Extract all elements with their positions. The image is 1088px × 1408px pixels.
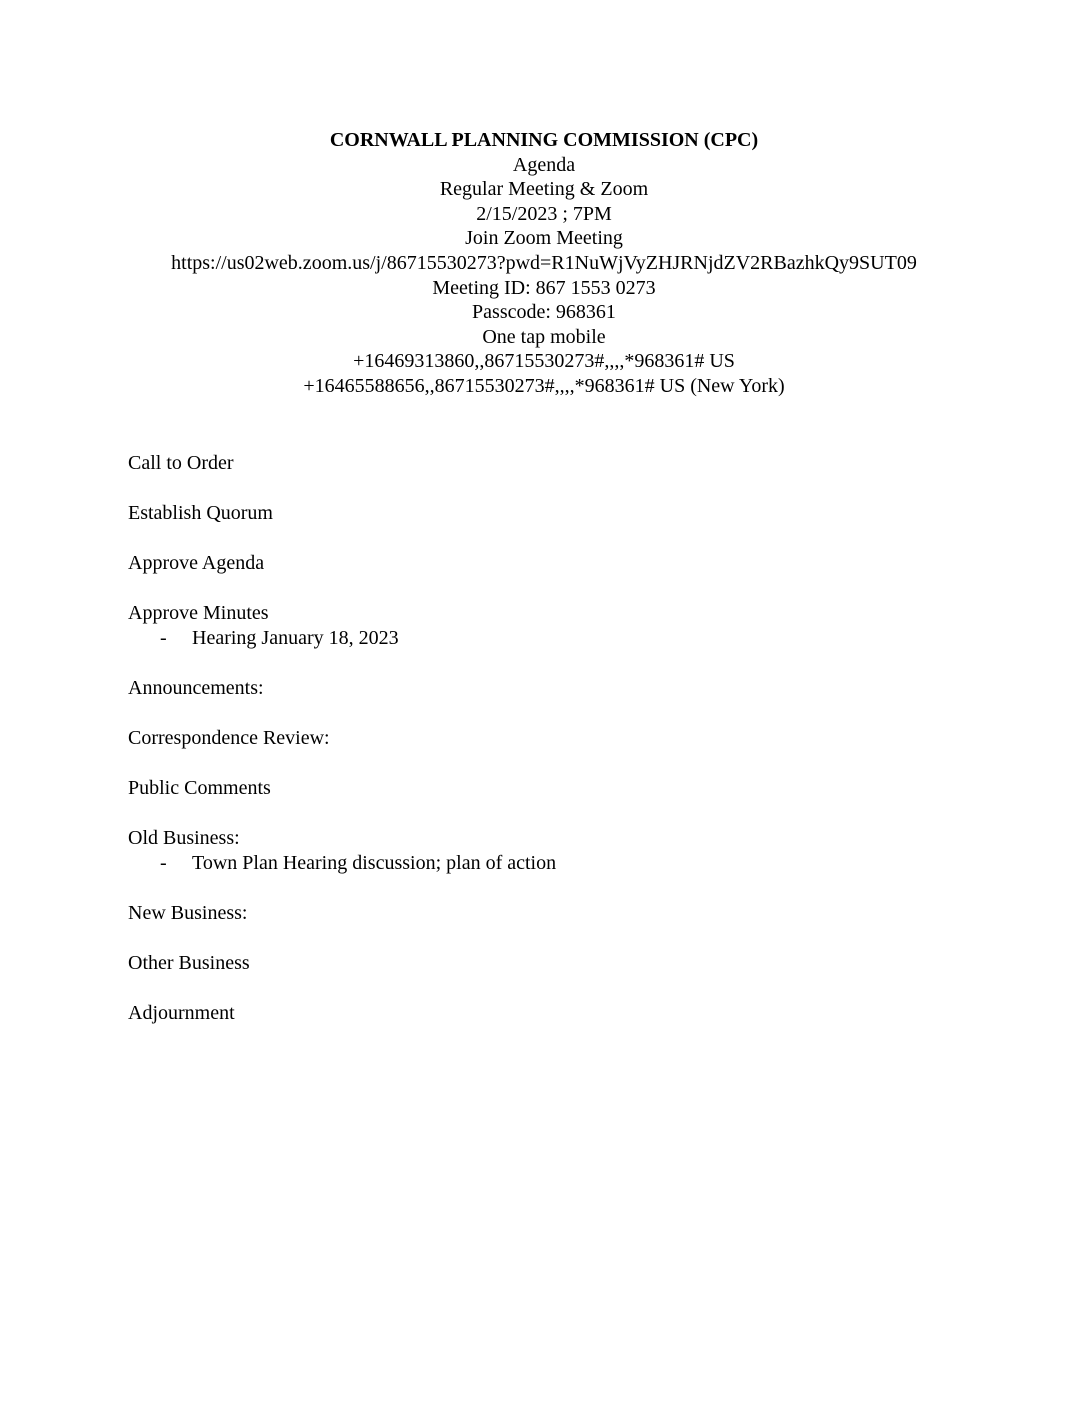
agenda-subitem	[128, 851, 988, 876]
dash-bullet: -	[160, 627, 167, 649]
agenda-item-label: Old Business:	[128, 827, 240, 849]
phone-number-1: +16469313860,,86715530273#,,,,*968361# US	[353, 350, 735, 373]
agenda-item	[128, 1001, 988, 1026]
zoom-link[interactable]: https://us02web.zoom.us/j/86715530273?pwd=R1NuWjVyZHJRNjdZV2RBazhkQy9SUT09	[171, 251, 917, 274]
agenda-item-label: Approve Minutes	[128, 602, 269, 624]
document-subtitle: Agenda	[512, 153, 576, 176]
agenda-item-label: Other Business	[128, 952, 250, 974]
agenda-item-label: Public Comments	[128, 777, 271, 799]
phone-number-2: +16465588656,,86715530273#,,,,*968361# US (New York)	[303, 374, 785, 397]
agenda-item	[128, 726, 988, 751]
document-header	[0, 128, 1088, 399]
agenda-list	[128, 451, 988, 1051]
agenda-item-label: Approve Agenda	[128, 552, 265, 574]
agenda-item-label: New Business:	[128, 902, 248, 924]
agenda-item	[128, 776, 988, 801]
agenda-item-label: Announcements:	[128, 677, 264, 699]
agenda-subitem-list	[128, 851, 988, 876]
one-tap-mobile-label: One tap mobile	[482, 325, 606, 348]
meeting-id: Meeting ID: 867 1553 0273	[432, 276, 656, 299]
agenda-subitem-list	[128, 626, 988, 651]
agenda-subitem-text: Town Plan Hearing discussion; plan of action	[192, 852, 557, 874]
passcode: Passcode: 968361	[472, 301, 616, 324]
join-zoom-label: Join Zoom Meeting	[465, 227, 623, 250]
meeting-type: Regular Meeting & Zoom	[439, 178, 649, 201]
agenda-item-label: Adjournment	[128, 1002, 235, 1024]
agenda-item	[128, 451, 988, 476]
agenda-item-label: Correspondence Review:	[128, 727, 330, 749]
agenda-subitem	[128, 626, 988, 651]
agenda-item	[128, 826, 988, 876]
agenda-item	[128, 551, 988, 576]
meeting-date-time: 2/15/2023 ; 7PM	[476, 202, 612, 225]
agenda-item-label: Establish Quorum	[128, 502, 273, 524]
dash-bullet: -	[160, 852, 167, 874]
agenda-item	[128, 901, 988, 926]
agenda-item-label: Call to Order	[128, 452, 234, 474]
agenda-item	[128, 501, 988, 526]
agenda-subitem-text: Hearing January 18, 2023	[192, 627, 399, 649]
agenda-item	[128, 951, 988, 976]
agenda-item	[128, 676, 988, 701]
agenda-item	[128, 601, 988, 651]
document-title: CORNWALL PLANNING COMMISSION (CPC)	[329, 129, 759, 151]
